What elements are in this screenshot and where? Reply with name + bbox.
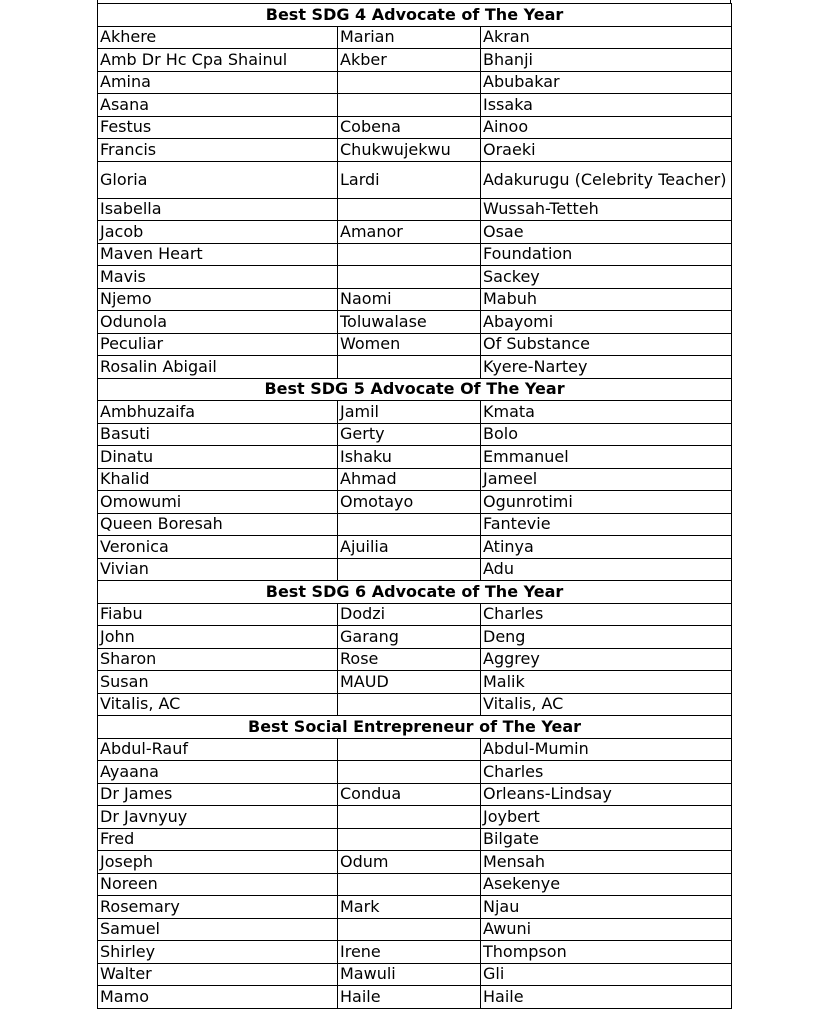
last-name-cell: Njau <box>481 896 732 919</box>
middle-name-cell <box>338 243 481 266</box>
last-name-cell: Adu <box>481 558 732 581</box>
last-name-cell: Wussah-Tetteh <box>481 198 732 221</box>
middle-name-cell <box>338 738 481 761</box>
table-row <box>98 648 732 671</box>
first-name-cell: Mamo <box>98 986 338 1009</box>
first-name-cell: Dr Javnyuy <box>98 806 338 829</box>
table-row <box>98 828 732 851</box>
first-name-cell: Dinatu <box>98 446 338 469</box>
last-name-cell: Emmanuel <box>481 446 732 469</box>
middle-name-cell: Dodzi <box>338 603 481 626</box>
first-name-cell: Shirley <box>98 941 338 964</box>
table-row <box>98 806 732 829</box>
last-name-cell: Mensah <box>481 851 732 874</box>
middle-name-cell: Cobena <box>338 116 481 139</box>
first-name-cell: Gloria <box>98 161 338 198</box>
table-row <box>98 161 732 198</box>
last-name-cell: Akran <box>481 26 732 49</box>
section-title: Best SDG 6 Advocate of The Year <box>98 581 732 604</box>
table-row <box>98 738 732 761</box>
first-name-cell: Ayaana <box>98 761 338 784</box>
last-name-cell: Osae <box>481 221 732 244</box>
first-name-cell: Odunola <box>98 311 338 334</box>
middle-name-cell <box>338 198 481 221</box>
last-name-cell: Abubakar <box>481 71 732 94</box>
middle-name-cell: MAUD <box>338 671 481 694</box>
first-name-cell: Njemo <box>98 288 338 311</box>
middle-name-cell <box>338 828 481 851</box>
table-row <box>98 671 732 694</box>
last-name-cell: Ainoo <box>481 116 732 139</box>
middle-name-cell <box>338 693 481 716</box>
last-name-cell: Ogunrotimi <box>481 491 732 514</box>
table-row <box>98 446 732 469</box>
first-name-cell: Rosalin Abigail <box>98 356 338 379</box>
first-name-cell: Queen Boresah <box>98 513 338 536</box>
last-name-cell: Atinya <box>481 536 732 559</box>
table-row <box>98 49 732 72</box>
last-name-cell: Thompson <box>481 941 732 964</box>
last-name-cell: Charles <box>481 761 732 784</box>
table-row <box>98 513 732 536</box>
table-row <box>98 626 732 649</box>
table-row <box>98 491 732 514</box>
middle-name-cell: Ajuilia <box>338 536 481 559</box>
first-name-cell: Francis <box>98 139 338 162</box>
section-title: Best SDG 4 Advocate of The Year <box>98 4 732 27</box>
table-row <box>98 311 732 334</box>
last-name-cell: Foundation <box>481 243 732 266</box>
middle-name-cell: Gerty <box>338 423 481 446</box>
last-name-cell: Deng <box>481 626 732 649</box>
first-name-cell: Festus <box>98 116 338 139</box>
table-row <box>98 963 732 986</box>
last-name-cell: Gli <box>481 963 732 986</box>
first-name-cell: Khalid <box>98 468 338 491</box>
last-name-cell: Kmata <box>481 401 732 424</box>
first-name-cell: Vitalis, AC <box>98 693 338 716</box>
middle-name-cell: Odum <box>338 851 481 874</box>
middle-name-cell: Akber <box>338 49 481 72</box>
middle-name-cell <box>338 761 481 784</box>
last-name-cell: Jameel <box>481 468 732 491</box>
first-name-cell: Fred <box>98 828 338 851</box>
middle-name-cell <box>338 71 481 94</box>
first-name-cell: Jacob <box>98 221 338 244</box>
last-name-cell: Mabuh <box>481 288 732 311</box>
middle-name-cell: Chukwujekwu <box>338 139 481 162</box>
last-name-cell: Charles <box>481 603 732 626</box>
first-name-cell: Amina <box>98 71 338 94</box>
table-row <box>98 693 732 716</box>
last-name-cell: Bilgate <box>481 828 732 851</box>
last-name-cell: Joybert <box>481 806 732 829</box>
middle-name-cell <box>338 94 481 117</box>
middle-name-cell: Omotayo <box>338 491 481 514</box>
last-name-cell: Abayomi <box>481 311 732 334</box>
middle-name-cell <box>338 558 481 581</box>
table-row <box>98 333 732 356</box>
middle-name-cell: Toluwalase <box>338 311 481 334</box>
table-row <box>98 941 732 964</box>
section-header-row <box>98 4 732 27</box>
section-header-row <box>98 716 732 739</box>
table-row <box>98 266 732 289</box>
last-name-cell: Awuni <box>481 918 732 941</box>
table-row <box>98 401 732 424</box>
table-row <box>98 221 732 244</box>
section-title: Best SDG 5 Advocate Of The Year <box>98 378 732 401</box>
middle-name-cell <box>338 873 481 896</box>
first-name-cell: Ambhuzaifa <box>98 401 338 424</box>
middle-name-cell: Haile <box>338 986 481 1009</box>
first-name-cell: Isabella <box>98 198 338 221</box>
table-row <box>98 783 732 806</box>
table-row <box>98 288 732 311</box>
table-row <box>98 243 732 266</box>
table-row <box>98 139 732 162</box>
first-name-cell: Walter <box>98 963 338 986</box>
table-row <box>98 896 732 919</box>
first-name-cell: Peculiar <box>98 333 338 356</box>
first-name-cell: Noreen <box>98 873 338 896</box>
nominee-table-body <box>98 4 732 1009</box>
middle-name-cell: Rose <box>338 648 481 671</box>
section-header-row <box>98 581 732 604</box>
middle-name-cell: Amanor <box>338 221 481 244</box>
table-row <box>98 986 732 1009</box>
last-name-cell: Sackey <box>481 266 732 289</box>
middle-name-cell: Lardi <box>338 161 481 198</box>
middle-name-cell: Jamil <box>338 401 481 424</box>
table-row <box>98 26 732 49</box>
table-row <box>98 468 732 491</box>
first-name-cell: Abdul-Rauf <box>98 738 338 761</box>
first-name-cell: Samuel <box>98 918 338 941</box>
middle-name-cell <box>338 806 481 829</box>
middle-name-cell: Garang <box>338 626 481 649</box>
middle-name-cell: Naomi <box>338 288 481 311</box>
table-row <box>98 603 732 626</box>
middle-name-cell: Mark <box>338 896 481 919</box>
table-row <box>98 536 732 559</box>
last-name-cell: Oraeki <box>481 139 732 162</box>
table-row <box>98 761 732 784</box>
middle-name-cell <box>338 513 481 536</box>
first-name-cell: Mavis <box>98 266 338 289</box>
first-name-cell: Omowumi <box>98 491 338 514</box>
first-name-cell: Basuti <box>98 423 338 446</box>
table-row <box>98 356 732 379</box>
last-name-cell: Vitalis, AC <box>481 693 732 716</box>
last-name-cell: Bhanji <box>481 49 732 72</box>
first-name-cell: Joseph <box>98 851 338 874</box>
section-title: Best Social Entrepreneur of The Year <box>98 716 732 739</box>
first-name-cell: Akhere <box>98 26 338 49</box>
last-name-cell: Of Substance <box>481 333 732 356</box>
middle-name-cell <box>338 356 481 379</box>
table-row <box>98 423 732 446</box>
first-name-cell: Susan <box>98 671 338 694</box>
first-name-cell: Amb Dr Hc Cpa Shainul <box>98 49 338 72</box>
table-row <box>98 558 732 581</box>
middle-name-cell <box>338 918 481 941</box>
middle-name-cell: Irene <box>338 941 481 964</box>
middle-name-cell: Marian <box>338 26 481 49</box>
first-name-cell: Fiabu <box>98 603 338 626</box>
table-row <box>98 71 732 94</box>
last-name-cell: Kyere-Nartey <box>481 356 732 379</box>
first-name-cell: Vivian <box>98 558 338 581</box>
last-name-cell: Bolo <box>481 423 732 446</box>
middle-name-cell: Women <box>338 333 481 356</box>
last-name-cell: Adakurugu (Celebrity Teacher) <box>481 161 732 198</box>
first-name-cell: Maven Heart <box>98 243 338 266</box>
middle-name-cell: Mawuli <box>338 963 481 986</box>
first-name-cell: Veronica <box>98 536 338 559</box>
table-row <box>98 851 732 874</box>
middle-name-cell: Condua <box>338 783 481 806</box>
table-row <box>98 918 732 941</box>
last-name-cell: Orleans-Lindsay <box>481 783 732 806</box>
last-name-cell: Abdul-Mumin <box>481 738 732 761</box>
first-name-cell: John <box>98 626 338 649</box>
middle-name-cell <box>338 266 481 289</box>
last-name-cell: Aggrey <box>481 648 732 671</box>
middle-name-cell: Ishaku <box>338 446 481 469</box>
nominee-table <box>97 3 732 1009</box>
table-row <box>98 198 732 221</box>
table-row <box>98 94 732 117</box>
table-row <box>98 116 732 139</box>
section-header-row <box>98 378 732 401</box>
last-name-cell: Malik <box>481 671 732 694</box>
first-name-cell: Asana <box>98 94 338 117</box>
last-name-cell: Fantevie <box>481 513 732 536</box>
first-name-cell: Sharon <box>98 648 338 671</box>
table-row <box>98 873 732 896</box>
first-name-cell: Rosemary <box>98 896 338 919</box>
last-name-cell: Asekenye <box>481 873 732 896</box>
middle-name-cell: Ahmad <box>338 468 481 491</box>
first-name-cell: Dr James <box>98 783 338 806</box>
last-name-cell: Haile <box>481 986 732 1009</box>
last-name-cell: Issaka <box>481 94 732 117</box>
nominee-sheet <box>97 0 731 1009</box>
